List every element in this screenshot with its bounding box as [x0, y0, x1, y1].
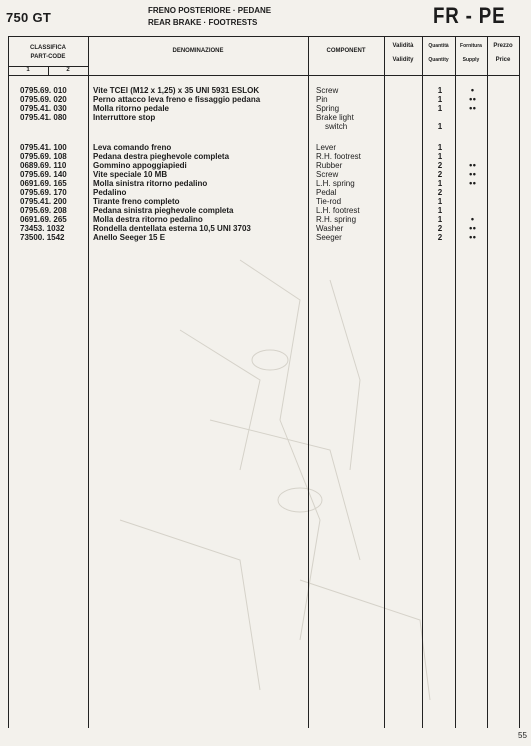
part-component: L.H. spring	[316, 179, 355, 188]
table-row	[0, 113, 531, 122]
part-quantity: 1	[437, 179, 443, 188]
part-component: Screw	[316, 86, 339, 95]
part-description: Anello Seeger 15 E	[93, 233, 166, 242]
part-supply-marks: • •	[469, 160, 475, 170]
part-code: 73500. 1542	[20, 233, 65, 242]
header-part-code: PART-CODE	[30, 54, 66, 60]
part-quantity: 1	[437, 152, 443, 161]
header-fornitura: Fornitura	[460, 43, 482, 49]
part-supply-marks: • •	[469, 169, 475, 179]
col-border-left	[8, 36, 9, 728]
part-description: Molla ritorno pedale	[93, 104, 170, 113]
part-description: Leva comando freno	[93, 143, 172, 152]
table-row	[0, 143, 531, 152]
table-row	[0, 233, 531, 242]
header-supply: Supply	[462, 57, 480, 63]
table-row	[0, 122, 531, 131]
part-supply-marks: •	[470, 214, 474, 224]
part-supply-marks: • •	[469, 232, 475, 242]
part-quantity: 2	[437, 170, 443, 179]
part-component: Pin	[316, 95, 328, 104]
header-quantita: Quantità	[428, 43, 449, 49]
table-row	[0, 86, 531, 95]
table-row	[0, 104, 531, 113]
header-validity: Validity	[392, 57, 414, 63]
table-row	[0, 197, 531, 206]
part-quantity: 2	[437, 188, 443, 197]
part-component: Rubber	[316, 161, 343, 170]
table-row	[0, 206, 531, 215]
part-quantity: 2	[437, 224, 443, 233]
table-row	[0, 170, 531, 179]
part-code: 0795.69. 108	[20, 152, 67, 161]
part-code: 0691.69. 265	[20, 215, 67, 224]
header-bottom-rule	[8, 75, 519, 76]
table-row	[0, 215, 531, 224]
page-number: 55	[518, 731, 527, 740]
col-border-right	[519, 36, 520, 728]
part-supply-marks: • •	[469, 103, 475, 113]
part-code: 0795.69. 208	[20, 206, 67, 215]
col-border-valid	[422, 36, 423, 728]
part-code: 0689.69. 110	[20, 161, 67, 170]
part-quantity: 1	[437, 197, 443, 206]
part-quantity: 1	[437, 95, 443, 104]
part-quantity: 1	[437, 104, 443, 113]
col-border-supply	[487, 36, 488, 728]
part-quantity: 2	[437, 233, 443, 242]
part-component: Pedal	[316, 188, 337, 197]
part-component: Lever	[316, 143, 337, 152]
header-sub-2: 2	[66, 67, 70, 73]
part-code: 0795.69. 010	[20, 86, 67, 95]
part-component: R.H. footrest	[316, 152, 361, 161]
part-code: 0795.41. 080	[20, 113, 67, 122]
part-component: Screw	[316, 170, 339, 179]
part-description: Tirante freno completo	[93, 197, 180, 206]
part-description: Vite speciale 10 MB	[93, 170, 168, 179]
part-description: Rondella dentellata esterna 10,5 UNI 3703	[93, 224, 251, 233]
col-border-desc	[308, 36, 309, 728]
part-description: Perno attacco leva freno e fissaggio pedana	[93, 95, 261, 104]
header-validita: Validità	[392, 43, 414, 49]
part-component: R.H. spring	[316, 215, 357, 224]
header-denominazione: DENOMINAZIONE	[172, 48, 224, 54]
part-code: 0691.69. 165	[20, 179, 67, 188]
part-component: Washer	[316, 224, 344, 233]
part-code: 0795.69. 020	[20, 95, 67, 104]
section-title-english: REAR BRAKE · FOOTRESTS	[148, 18, 258, 27]
part-code: 0795.41. 030	[20, 104, 67, 113]
part-quantity: 1	[437, 215, 443, 224]
section-title-italian: FRENO POSTERIORE · PEDANE	[148, 6, 272, 15]
part-quantity: 1	[437, 206, 443, 215]
table-row	[0, 152, 531, 161]
part-description: Pedana destra pieghevole completa	[93, 152, 230, 161]
col-border-qty	[455, 36, 456, 728]
part-quantity: 1	[437, 86, 443, 95]
part-description: Molla destra ritorno pedalino	[93, 215, 203, 224]
top-rule	[8, 36, 519, 37]
header-price: Price	[495, 57, 511, 63]
table-row	[0, 179, 531, 188]
table-row	[0, 161, 531, 170]
part-description: Interruttore stop	[93, 113, 156, 122]
part-component: switch	[325, 122, 348, 131]
table-row	[0, 224, 531, 233]
part-description: Vite TCEI (M12 x 1,25) x 35 UNI 5931 ESLOK	[93, 86, 260, 95]
part-quantity: 1	[437, 143, 443, 152]
header-prezzo: Prezzo	[493, 43, 513, 49]
part-component: Seeger	[316, 233, 342, 242]
part-component: Spring	[316, 104, 340, 113]
part-supply-marks: • •	[469, 94, 475, 104]
part-code: 0795.69. 170	[20, 188, 67, 197]
table-row	[0, 188, 531, 197]
part-description: Pedana sinistra pieghevole completa	[93, 206, 234, 215]
model-name: 750 GT	[6, 10, 52, 25]
part-code: 73453. 1032	[20, 224, 65, 233]
col-border-comp	[384, 36, 385, 728]
part-code: 0795.41. 200	[20, 197, 67, 206]
part-supply-marks: • •	[469, 178, 475, 188]
part-description: Gommino appoggiapiedi	[93, 161, 187, 170]
part-component: L.H. footrest	[316, 206, 360, 215]
part-quantity: 1	[437, 122, 443, 131]
part-code: 0795.69. 140	[20, 170, 67, 179]
part-supply-marks: • •	[469, 223, 475, 233]
part-quantity: 2	[437, 161, 443, 170]
part-code: 0795.41. 100	[20, 143, 67, 152]
table-row	[0, 95, 531, 104]
header-classifica: CLASSIFICA	[30, 45, 66, 51]
part-supply-marks: •	[470, 85, 474, 95]
part-component: Brake light	[316, 113, 354, 122]
header-quantity: Quantity	[428, 57, 449, 63]
part-description: Pedalino	[93, 188, 127, 197]
part-description: Molla sinistra ritorno pedalino	[93, 179, 208, 188]
header-sub-1: 1	[26, 67, 30, 73]
col-border-partcode	[88, 36, 89, 728]
section-code: FR - PE	[433, 3, 506, 28]
part-component: Tie-rod	[316, 197, 342, 206]
header-component: COMPONENT	[326, 48, 366, 54]
